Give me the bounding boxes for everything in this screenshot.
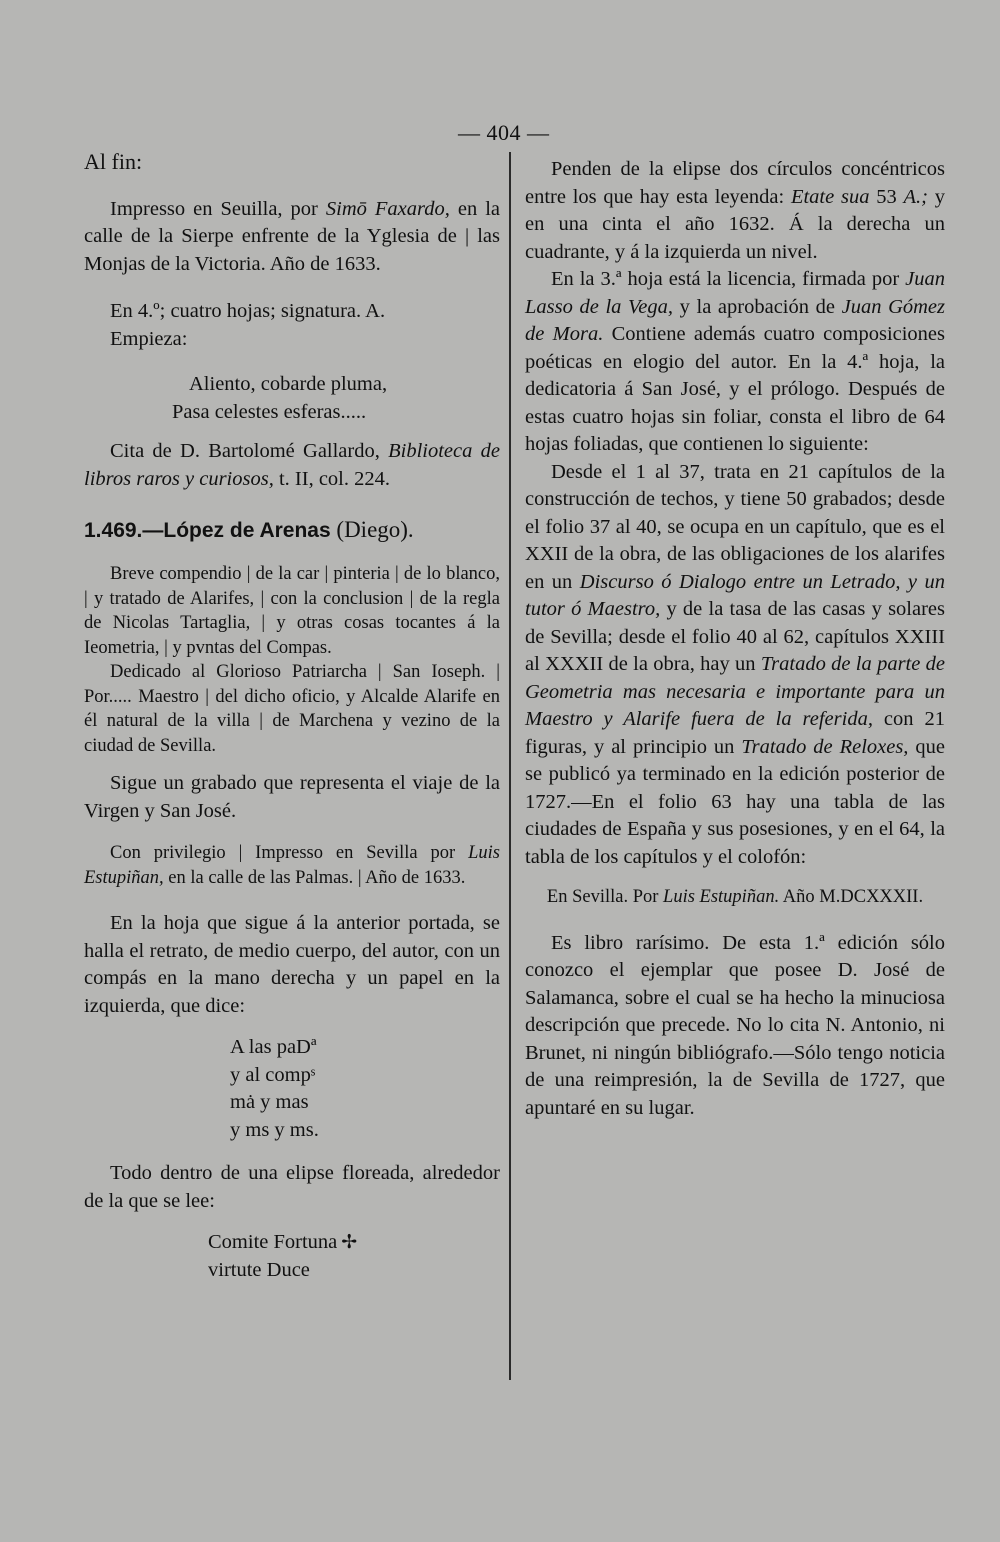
- grabado-paragraph: Sigue un grabado que representa el viaje de la Virgen y San José.: [84, 772, 500, 822]
- entry-number: 1.469.: [84, 519, 143, 542]
- leyenda-line-1: [208, 1229, 500, 1257]
- rarity-paragraph: Es libro rarísimo. De esta 1.ª edición sólo conozco el ejemplar que posee D. José de Salamanca, sobre el cual se ha hecho la minuciosa descripción que precede. No lo cita N. Antonio, ni Brunet, ni ningún bibliógrafo.—Sólo tengo noticia de una reimpresión, la de Sevilla de 1727, que apuntaré en su lugar.: [525, 931, 945, 1119]
- cita-paragraph: [84, 438, 500, 493]
- elipse-description-paragraph: [525, 156, 945, 266]
- p2-text-a: En la 3.ª hoja está la licencia, firmada por: [551, 268, 906, 290]
- colofon-text-a: En Sevilla. Por: [546, 887, 664, 907]
- verse-line-2: Pasa celestes esferas.....: [172, 400, 367, 423]
- entry-given-name: (Diego).: [330, 517, 414, 542]
- motto-line-2: y al compˢ: [230, 1063, 316, 1086]
- elipse-paragraph: Todo dentro de una elipse floreada, alrededor de la que se lee:: [84, 1162, 500, 1212]
- colophon-text-b: en la calle de la Sierpe enfrente de la Yglesia de | las Monjas de la Victoria. Año de 1633.: [84, 197, 500, 275]
- entry-heading: [84, 515, 500, 546]
- entry-name: —López de Arenas: [142, 519, 331, 542]
- verse-line-1: Aliento, cobarde pluma,: [189, 373, 388, 395]
- discurso-title: Discurso ó Dialogo entre un Letrado, y un tutor ó Maestro,: [525, 570, 945, 620]
- colophon-paragraph: [84, 196, 500, 279]
- p1-text-b: 53: [869, 185, 904, 208]
- p3-text-c: con 21 figuras, y al principio un: [525, 708, 945, 758]
- right-column: [525, 148, 945, 1122]
- dedication-transcription: Dedicado al Glorioso Patriarcha | San Ioseph. | Por..... Maestro | del dicho oficio, y Alcalde Alarife en él natural de la villa | de Marchena y vezino de la ciudad de Sevilla.: [84, 662, 500, 756]
- legend-text: Etate sua: [790, 185, 870, 208]
- motto-line-4: y ms y ms.: [230, 1118, 319, 1141]
- p1-text-a: Penden de la elipse dos círculos concéntricos entre los que hay esta leyenda:: [525, 158, 945, 208]
- format-line: En 4.º; cuatro hojas; signatura. A.: [110, 300, 386, 322]
- cita-title: Biblioteca de libros raros y curiosos,: [84, 440, 500, 490]
- p3-text-b: y de la tasa de las casas y solares de Sevilla; desde el folio 40 al 62, capítulos XXIII al XXXII de la obra, hay un: [525, 598, 945, 675]
- motto-line-3: mȧ y mas: [230, 1091, 309, 1113]
- licencia-name: Juan Lasso de la Vega,: [525, 268, 945, 318]
- privilegio-text-b: en la calle de las Palmas. | Año de 1633.: [163, 867, 466, 888]
- p3-text-a: Desde el 1 al 37, trata en 21 capítulos de la construcción de techos, y tiene 50 grabados; desde el folio 37 al 40, se ocupa en un capítulo, que es el XXII de la obra, de las obligaciones de los alarifes en un: [525, 460, 945, 593]
- page-number: — 404 —: [458, 120, 550, 145]
- privilegio-printer: Luis Estupiñan,: [84, 843, 500, 888]
- p3-text-d: que se publicó ya terminado en la edición posterior de 1727.—En el folio 63 hay una tabla de las ciudades de España y sus posesiones, y en el 64, la tabla de los capítulos y el colofón:: [525, 735, 945, 868]
- al-fin-label: Al fin:: [84, 149, 143, 174]
- cita-text-a: Cita de D. Bartolomé Gallardo,: [110, 440, 389, 462]
- column-divider: [509, 152, 511, 1380]
- left-column: [84, 148, 500, 1284]
- leyenda-text-1: Comite Fortuna: [208, 1231, 338, 1253]
- privilegio-paragraph: [84, 841, 500, 890]
- licencia-paragraph: [525, 266, 945, 459]
- title-transcription: Breve compendio | de la car | pinteria | de lo blanco, | y tratado de Alarifes, | con la conclusion | de la regla de Nicolas Tartaglia, | y otras cosas tocantes á la Ieometria, | y pvntas del Compas.: [84, 564, 500, 658]
- retrato-paragraph: En la hoja que sigue á la anterior portada, se halla el retrato, de medio cuerpo, del autor, con un compás en la mano derecha y un papel en la izquierda, que dice:: [84, 912, 500, 1017]
- p2-text-c: Contiene además cuatro composiciones poéticas en elogio del autor. En la 4.ª hoja, la dedicatoria á San José, y el prólogo. Después de estas cuatro hojas sin foliar, consta el libro de 64 hojas foliadas, que contienen lo siguiente:: [525, 323, 946, 455]
- colophon-text-a: Impresso en Seuilla, por: [110, 197, 326, 220]
- colofon-printer: Luis Estupiñan.: [663, 887, 780, 907]
- p2-text-b: y la aprobación de: [673, 295, 842, 318]
- privilegio-text-a: Con privilegio | Impresso en Sevilla por: [110, 843, 469, 863]
- aprobacion-name: Juan Gómez de Mora.: [525, 295, 946, 345]
- colofon-text-b: Año M.DCXXXII.: [779, 887, 924, 907]
- colofon-line: [525, 885, 945, 910]
- legend-text-a: A.;: [903, 185, 928, 208]
- cita-text-b: t. II, col. 224.: [273, 467, 390, 490]
- motto-line-1: A las paDª: [230, 1036, 317, 1058]
- empieza-label: Empieza:: [110, 327, 188, 350]
- contents-paragraph: [525, 459, 945, 872]
- tratado-geometria-title: Tratado de la parte de Geometria mas necesaria e importante para un Maestro y Alarife fuera de la referida,: [525, 653, 946, 730]
- tratado-reloxes-title: Tratado de Reloxes,: [741, 735, 909, 758]
- colophon-printer: Simō Faxardo,: [325, 197, 450, 220]
- cross-icon: ✢: [341, 1232, 358, 1253]
- leyenda-line-2: virtute Duce: [208, 1258, 310, 1281]
- p1-text-c: y en una cinta el año 1632. Á la derecha un cuadrante, y á la izquierda un nivel.: [525, 185, 946, 263]
